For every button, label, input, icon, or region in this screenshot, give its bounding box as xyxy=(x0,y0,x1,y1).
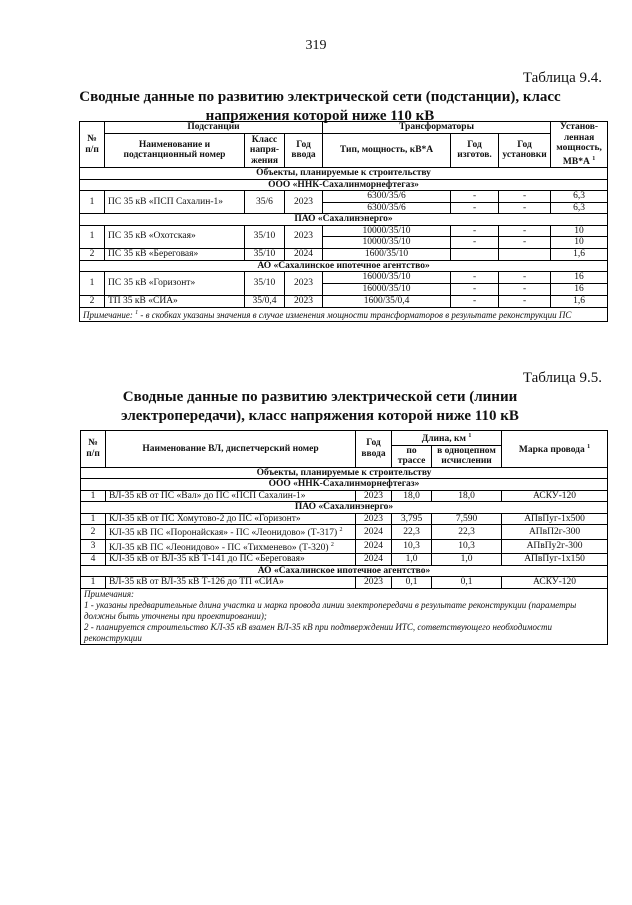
table-9-5-caption: Таблица 9.5. xyxy=(522,370,602,386)
table-row: 1 ВЛ-35 кВ от ВЛ-35 кВ Т-126 до ТП «СИА» 2023 0,1 0,1 АСКУ-120 xyxy=(81,577,608,589)
table-note: Примечание: $^1$ - в скобках указаны значения в случае изменения мощности трансформаторов в результате реконструкции ПС xyxy=(80,308,608,322)
table-row: 2 КЛ-35 кВ ПС «Поронайская» - ПС «Леонидово» (Т-317) $^2$ 2024 22,3 22,3 АПвП2г-300 xyxy=(81,525,608,540)
table-9-4-caption: Таблица 9.4. xyxy=(522,70,602,86)
table-9-5 xyxy=(80,430,608,645)
header-year: Год ввода xyxy=(285,133,323,168)
table-row: 4 КЛ-35 кВ от ВЛ-35 кВ Т-141 до ПС «Береговая» 2024 1,0 1,0 АПвПуг-1х150 xyxy=(81,554,608,566)
page-number: 319 xyxy=(305,38,327,53)
table-row: 3 КЛ-35 кВ ПС «Леонидово» - ПС «Тихменево» (Т-320) $^2$ 2024 10,3 10,3 АПвПу2г-300 xyxy=(81,539,608,554)
header-year: Год ввода xyxy=(356,431,392,468)
table-row: 2 ПС 35 кВ «Береговая» 35/10 2024 1600/35/10 1,6 xyxy=(80,248,608,260)
table-row: 16000/35/10 - - 16 xyxy=(80,284,608,296)
table-row: 6300/35/6 - - 6,3 xyxy=(80,202,608,214)
org-row: ПАО «Сахалинэнерго» xyxy=(80,214,608,226)
table-9-4-title-line2: напряжения которой ниже 110 кВ xyxy=(205,108,435,124)
table-9-5-title-line1: Сводные данные по развитию электрической сети (линии xyxy=(122,389,518,405)
header-line-name: Наименование ВЛ, диспетчерский номер xyxy=(106,431,356,468)
header-name: Наименование и подстанционный номер xyxy=(105,133,245,168)
section-title: Объекты, планируемые к строительству xyxy=(80,168,608,180)
org-row: АО «Сахалинское ипотечное агентство» xyxy=(80,260,608,272)
table-9-5-title-line2: электропередачи), класс напряжения которой ниже 110 кВ xyxy=(121,408,519,424)
table-row: 1 ПС 35 кВ «Охотская» 35/10 2023 10000/35/10 - - 10 xyxy=(80,225,608,237)
org-row: АО «Сахалинское ипотечное агентство» xyxy=(81,565,608,577)
header-substations-group: Подстанции xyxy=(105,122,323,134)
header-type-power: Тип, мощность, кВ*А xyxy=(323,133,451,168)
org-row: ООО «ННК-Сахалинморнефтегаз» xyxy=(81,479,608,491)
org-row: ООО «ННК-Сахалинморнефтегаз» xyxy=(80,179,608,191)
table-notes: Примечания: 1 - указаны предварительные длина участка и марка провода линии электропередачи в результате реконструкции (параметры должны быть уточнены при проектировании); 2 - планируется строительство КЛ-35 кВ взамен ВЛ-35 кВ при подтверждении ИТС, сответствующего необходимости реконструкции xyxy=(81,588,608,644)
header-year-made: Год изготов. xyxy=(451,133,499,168)
table-row: 1 ПС 35 кВ «Горизонт» 35/10 2023 16000/35/10 - - 16 xyxy=(80,272,608,284)
org-row: ПАО «Сахалинэнерго» xyxy=(81,502,608,514)
table-9-4 xyxy=(79,121,608,322)
header-year-installed: Год установки xyxy=(499,133,551,168)
header-length: Длина, км $^1$ xyxy=(392,431,502,446)
header-voltage-class: Класс напря-жения xyxy=(245,133,285,168)
section-title: Объекты, планируемые к строительству xyxy=(81,467,608,479)
header-installed-power: Установ-ленная мощность, МВ*А $^1$ xyxy=(551,122,608,168)
table-row: 1 КЛ-35 кВ от ПС Хомутово-2 до ПС «Горизонт» 2023 3,795 7,590 АПвПуг-1х500 xyxy=(81,513,608,525)
header-transformers-group: Трансформаторы xyxy=(323,122,551,134)
header-single-circuit: в одноцепном исчислении xyxy=(432,445,502,467)
table-row: 1 ВЛ-35 кВ от ПС «Вал» до ПС «ПСП Сахалин-1» 2023 18,0 18,0 АСКУ-120 xyxy=(81,490,608,502)
table-row: 2 ТП 35 кВ «СИА» 35/0,4 2023 1600/35/0,4 - - 1,6 xyxy=(80,296,608,308)
table-9-5-title xyxy=(60,388,580,426)
table-9-4-title-line1: Сводные данные по развитию электрической сети (подстанции), класс xyxy=(79,89,561,105)
header-wire-brand: Марка провода $^1$ xyxy=(502,431,608,468)
header-num: № п/п xyxy=(81,431,106,468)
header-num: № п/п xyxy=(80,122,105,168)
header-route: по трассе xyxy=(392,445,432,467)
table-row: 10000/35/10 - - 10 xyxy=(80,237,608,249)
table-row: 1 ПС 35 кВ «ПСП Сахалин-1» 35/6 2023 6300/35/6 - - 6,3 xyxy=(80,191,608,203)
